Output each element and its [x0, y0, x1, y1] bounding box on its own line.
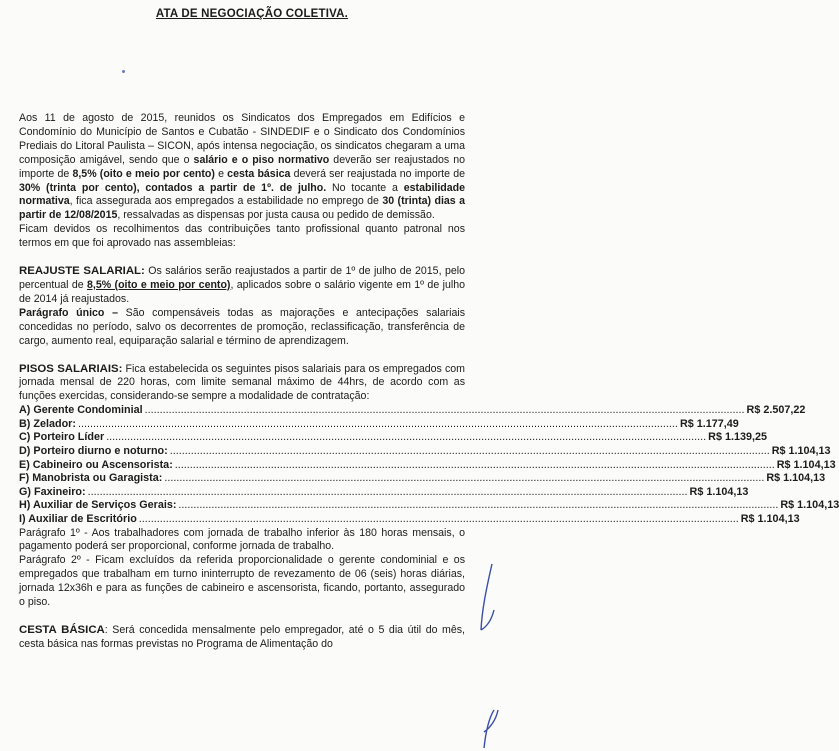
piso-value: R$ 1.104,13 — [766, 472, 826, 485]
piso-name: H) Auxiliar de Serviços Gerais: — [19, 499, 177, 512]
piso-name: A) Gerente Condominial — [19, 404, 143, 417]
piso-name: B) Zelador: — [19, 417, 76, 430]
cesta-paragraph: CESTA BÁSICA: Será concedida mensalmente pelo empregador, até o 5 dia útil do mês, cesta básica nas formas previstas no Programa de Alimentação do — [19, 624, 465, 650]
paragrafo-2: Parágrafo 2º - Ficam excluídos da referida proporcionalidade o gerente condominial e os empregados que trabalham em turno ininterrupto de revezamento de 06 (seis) horas diárias, jornada 12x36h e para as funções de cabineiro e ascensorista, ficando, portanto, assegurado o piso. — [19, 554, 465, 609]
piso-row — [19, 404, 806, 418]
pisos-heading: PISOS SALARIAIS: — [19, 362, 123, 375]
piso-value: R$ 1.104,13 — [776, 458, 836, 471]
piso-name: I) Auxiliar de Escritório — [19, 512, 137, 525]
piso-row — [19, 431, 767, 445]
piso-value: R$ 2.507,22 — [746, 404, 806, 417]
cesta-heading: CESTA BÁSICA — [19, 624, 105, 636]
piso-name: G) Faxineiro: — [19, 485, 86, 498]
reajuste-heading: REAJUSTE SALARIAL: — [19, 265, 145, 278]
piso-leader-dots: ........................................................................................................................................................................................................ — [164, 472, 765, 485]
piso-value: R$ 1.177,49 — [679, 417, 739, 430]
piso-name: D) Porteiro diurno e noturno: — [19, 445, 168, 457]
piso-value: R$ 1.139,25 — [708, 431, 767, 444]
piso-leader-dots: ........................................................................................................................................................................................................ — [77, 417, 678, 430]
piso-leader-dots: ........................................................................................................................................................................................................ — [138, 512, 739, 525]
ink-speck — [122, 70, 125, 73]
signature-mark — [472, 560, 502, 750]
piso-name: E) Cabineiro ou Ascensorista: — [19, 458, 173, 471]
piso-row — [19, 512, 800, 527]
piso-leader-dots: ........................................................................................................................................................................................................ — [144, 404, 745, 417]
piso-name: C) Porteiro Líder — [19, 431, 105, 444]
piso-value: R$ 1.104,13 — [780, 499, 839, 512]
paragrafo-unico: Parágrafo único – São compensáveis todas as majorações e antecipações salariais concedidas no período, salvo os decorrentes de promoção, reclassificação, transferência de cargo, aumento real, equiparação salarial e término de aprendizagem. — [19, 306, 466, 347]
piso-row — [19, 458, 836, 473]
piso-leader-dots: ........................................................................................................................................................................................................ — [169, 445, 770, 457]
piso-name: F) Manobrista ou Garagista: — [19, 472, 163, 485]
piso-value: R$ 1.104,13 — [771, 445, 831, 457]
reajuste-paragraph: REAJUSTE SALARIAL: Os salários serão reajustados a partir de 1º de julho de 2015, pelo percentual de 8,5% (oito e meio por cento), aplicados sobre o salário vigente em 1º de julho de 2014 já reajustados. — [19, 265, 465, 305]
paragrafo-1: Parágrafo 1º - Aos trabalhadores com jornada de trabalho inferior às 180 horas mensais, o pagamento poderá ser proporcional, conforme jornada de trabalho. — [19, 526, 465, 553]
pisos-list — [19, 404, 839, 526]
piso-value: R$ 1.104,13 — [689, 485, 749, 498]
piso-value: R$ 1.104,13 — [740, 512, 800, 525]
contribuicoes-paragraph: Ficam devidos os recolhimentos das contribuições tanto profissional quanto patronal nos termos em que foi aprovado nas assembleias: — [19, 223, 465, 250]
document-title: ATA DE NEGOCIAÇÃO COLETIVA. — [155, 8, 349, 20]
piso-leader-dots: ........................................................................................................................................................................................................ — [87, 485, 688, 498]
piso-leader-dots: ........................................................................................................................................................................................................ — [178, 499, 779, 512]
piso-row — [19, 417, 739, 432]
piso-row — [19, 499, 839, 513]
document-body — [19, 112, 839, 652]
piso-row — [19, 472, 826, 486]
piso-leader-dots: ........................................................................................................................................................................................................ — [106, 431, 707, 444]
piso-row — [19, 485, 749, 500]
reajuste-percent: 8,5% (oito e meio por cento) — [87, 278, 231, 291]
pisos-paragraph: PISOS SALARIAIS: Fica estabelecida os seguintes pisos salariais para os empregados com jornada mensal de 220 horas, com limite semanal máximo de 44hrs, de acordo com as funções exercidas, considerando-se sempre a modalidade de contratação: — [19, 362, 465, 403]
piso-leader-dots: ........................................................................................................................................................................................................ — [174, 458, 775, 471]
intro-paragraph: Aos 11 de agosto de 2015, reunidos os Sindicatos dos Empregados em Edifícios e Condomínio do Município de Santos e Cubatão - SINDEDIF e o Sindicato dos Condomínios Prediais do Litoral Paulista – SICON, após intensa negociação, os sindicatos chegaram a uma composição amigável, sendo que o salário e o piso normativo deverão ser reajustados no importe de 8,5% (oito e meio por cento) e cesta básica deverá ser reajustada no importe de 30% (trinta por cento), contados a partir de 1º. de julho. No tocante a estabilidade normativa, fica assegurada aos empregados a estabilidade no emprego de 30 (trinta) dias a partir de 12/08/2015, ressalvadas as dispensas por justa causa ou pedido de demissão. — [19, 112, 465, 222]
piso-row — [19, 445, 831, 459]
